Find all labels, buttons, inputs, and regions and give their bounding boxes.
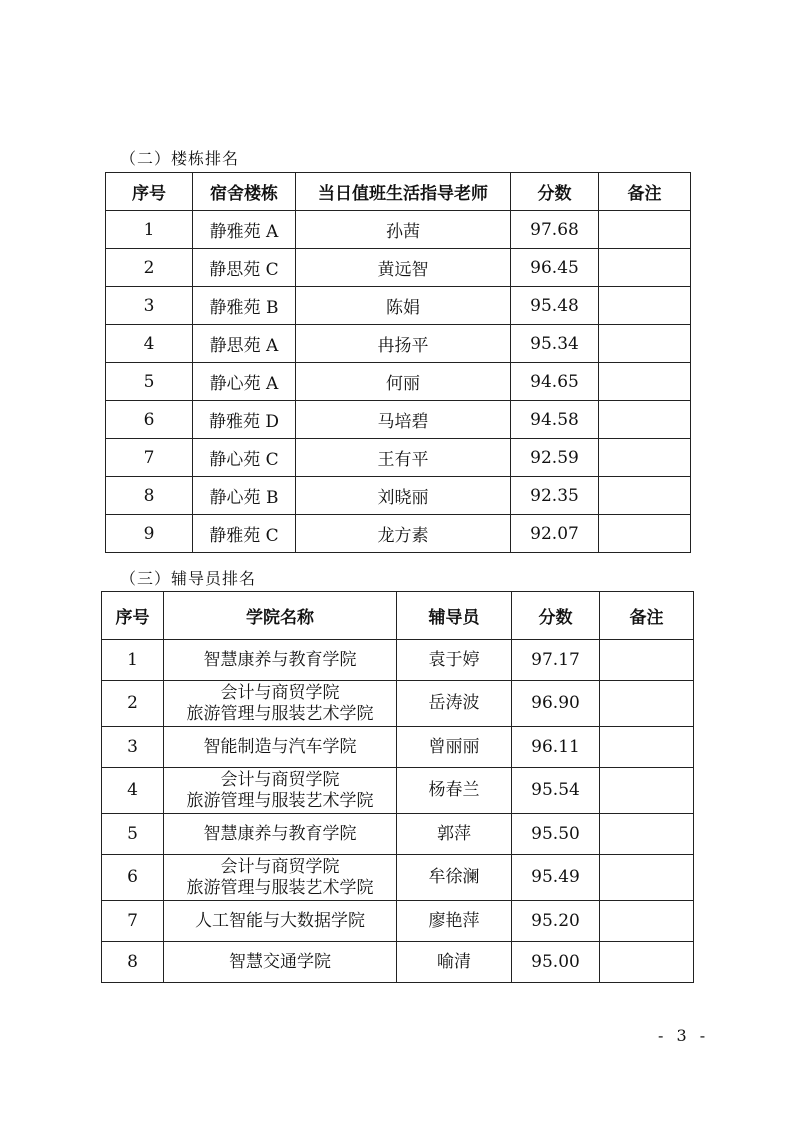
table-row [106, 515, 691, 553]
cell-score: 92.59 [511, 439, 599, 477]
cell-building: 静心苑 B [193, 477, 296, 515]
cell-score: 95.54 [512, 768, 600, 814]
college-name: 会计与商贸学院 [220, 682, 340, 703]
cell-building: 静心苑 C [193, 439, 296, 477]
table-row [106, 363, 691, 401]
cell-score: 96.11 [512, 727, 600, 768]
cell-teacher: 冉扬平 [296, 325, 511, 363]
cell-no: 2 [102, 681, 164, 727]
cell-no: 8 [106, 477, 193, 515]
cell-score: 95.34 [511, 325, 599, 363]
cell-no: 3 [102, 727, 164, 768]
cell-score: 92.07 [511, 515, 599, 553]
cell-teacher: 黄远智 [296, 249, 511, 287]
table-row [102, 901, 694, 942]
cell-note [599, 249, 691, 287]
cell-building: 静雅苑 B [193, 287, 296, 325]
cell-note [600, 855, 694, 901]
cell-no: 4 [106, 325, 193, 363]
table-row [102, 681, 694, 727]
cell-no: 5 [102, 814, 164, 855]
cell-teacher: 孙茜 [296, 211, 511, 249]
cell-building: 静心苑 A [193, 363, 296, 401]
cell-note [599, 515, 691, 553]
cell-no: 1 [106, 211, 193, 249]
table-row [106, 249, 691, 287]
cell-college [164, 855, 397, 901]
cell-score: 95.50 [512, 814, 600, 855]
cell-counselor: 牟徐澜 [397, 855, 512, 901]
table-row [102, 855, 694, 901]
cell-teacher: 何丽 [296, 363, 511, 401]
table-row [106, 325, 691, 363]
cell-counselor: 喻清 [397, 942, 512, 983]
cell-building: 静雅苑 C [193, 515, 296, 553]
cell-no: 8 [102, 942, 164, 983]
table-row [106, 439, 691, 477]
header-teacher: 当日值班生活指导老师 [296, 173, 511, 211]
section-title-building-ranking: （二）楼栋排名 [120, 149, 240, 168]
cell-no: 4 [102, 768, 164, 814]
header-college: 学院名称 [164, 592, 397, 640]
cell-score: 92.35 [511, 477, 599, 515]
college-name: 智能制造与汽车学院 [203, 736, 357, 757]
college-name: 旅游管理与服装艺术学院 [186, 790, 374, 811]
cell-building: 静雅苑 A [193, 211, 296, 249]
college-name: 智慧康养与教育学院 [203, 823, 357, 844]
cell-score: 95.49 [512, 855, 600, 901]
cell-note [600, 727, 694, 768]
table-row [106, 211, 691, 249]
cell-note [599, 439, 691, 477]
college-name: 智慧康养与教育学院 [203, 649, 357, 670]
cell-counselor: 杨春兰 [397, 768, 512, 814]
college-name: 旅游管理与服装艺术学院 [186, 877, 374, 898]
counselor-ranking-table [101, 591, 694, 983]
cell-counselor: 岳涛波 [397, 681, 512, 727]
table-header-row [106, 173, 691, 211]
cell-note [600, 942, 694, 983]
header-score: 分数 [512, 592, 600, 640]
cell-score: 95.48 [511, 287, 599, 325]
cell-note [599, 401, 691, 439]
college-name: 人工智能与大数据学院 [195, 910, 365, 931]
cell-no: 2 [106, 249, 193, 287]
header-counselor: 辅导员 [397, 592, 512, 640]
cell-score: 95.20 [512, 901, 600, 942]
cell-college [164, 901, 397, 942]
cell-teacher: 龙方素 [296, 515, 511, 553]
cell-counselor: 廖艳萍 [397, 901, 512, 942]
cell-no: 7 [102, 901, 164, 942]
header-building: 宿舍楼栋 [193, 173, 296, 211]
cell-college [164, 942, 397, 983]
cell-note [599, 363, 691, 401]
cell-no: 5 [106, 363, 193, 401]
cell-score: 95.00 [512, 942, 600, 983]
cell-note [600, 640, 694, 681]
cell-teacher: 刘晓丽 [296, 477, 511, 515]
cell-college [164, 727, 397, 768]
cell-note [600, 814, 694, 855]
header-no: 序号 [102, 592, 164, 640]
cell-building: 静雅苑 D [193, 401, 296, 439]
cell-score: 96.90 [512, 681, 600, 727]
table-row [102, 942, 694, 983]
college-name: 会计与商贸学院 [220, 856, 340, 877]
college-name: 会计与商贸学院 [220, 769, 340, 790]
cell-note [600, 901, 694, 942]
cell-counselor: 郭萍 [397, 814, 512, 855]
table-row [106, 287, 691, 325]
cell-note [599, 287, 691, 325]
cell-college [164, 681, 397, 727]
cell-score: 97.68 [511, 211, 599, 249]
cell-note [600, 681, 694, 727]
cell-score: 94.65 [511, 363, 599, 401]
header-note: 备注 [599, 173, 691, 211]
cell-no: 6 [102, 855, 164, 901]
cell-college [164, 640, 397, 681]
cell-no: 1 [102, 640, 164, 681]
cell-no: 3 [106, 287, 193, 325]
cell-note [599, 477, 691, 515]
table-row [106, 477, 691, 515]
table-row [102, 768, 694, 814]
table-header-row [102, 592, 694, 640]
college-name: 旅游管理与服装艺术学院 [186, 703, 374, 724]
cell-score: 96.45 [511, 249, 599, 287]
cell-no: 9 [106, 515, 193, 553]
table-row [102, 727, 694, 768]
table-row [102, 814, 694, 855]
cell-note [599, 211, 691, 249]
header-score: 分数 [511, 173, 599, 211]
header-no: 序号 [106, 173, 193, 211]
page-number: - 3 - [658, 1026, 710, 1045]
building-ranking-table [105, 172, 691, 553]
cell-no: 7 [106, 439, 193, 477]
cell-score: 94.58 [511, 401, 599, 439]
college-name: 智慧交通学院 [229, 951, 331, 972]
cell-no: 6 [106, 401, 193, 439]
cell-teacher: 王有平 [296, 439, 511, 477]
cell-note [599, 325, 691, 363]
cell-score: 97.17 [512, 640, 600, 681]
cell-note [600, 768, 694, 814]
table-row [106, 401, 691, 439]
section-title-counselor-ranking: （三）辅导员排名 [120, 569, 257, 588]
cell-counselor: 袁于婷 [397, 640, 512, 681]
cell-building: 静思苑 A [193, 325, 296, 363]
table-row [102, 640, 694, 681]
cell-counselor: 曾丽丽 [397, 727, 512, 768]
cell-building: 静思苑 C [193, 249, 296, 287]
header-note: 备注 [600, 592, 694, 640]
cell-teacher: 陈娟 [296, 287, 511, 325]
cell-college [164, 814, 397, 855]
cell-teacher: 马培碧 [296, 401, 511, 439]
cell-college [164, 768, 397, 814]
